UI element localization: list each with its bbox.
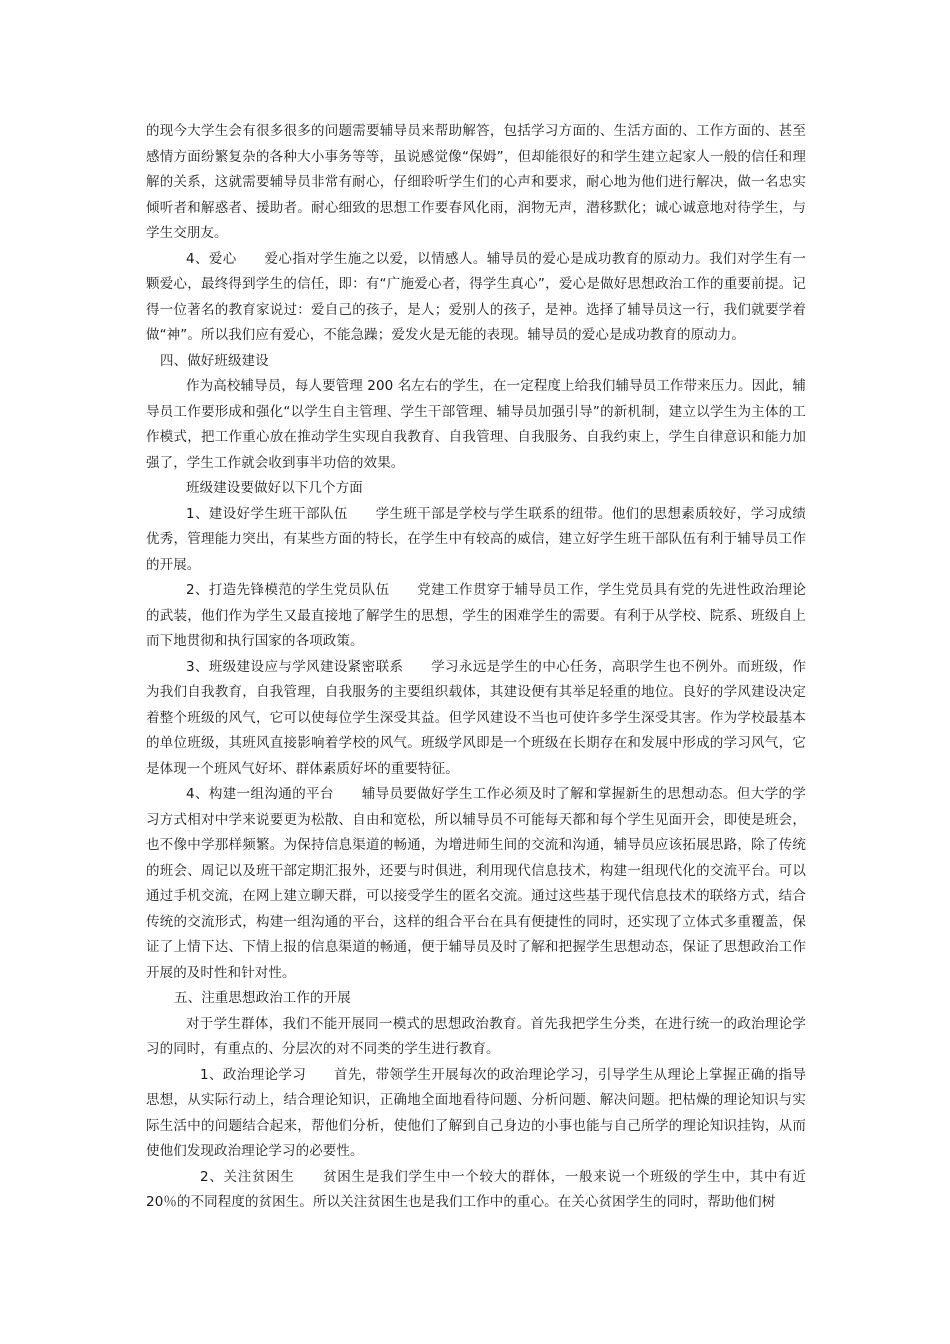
section-heading-class-building: 四、做好班级建设 (160, 352, 269, 369)
paragraph-communication-platform: 4、构建一组沟通的平台 辅导员要做好学生工作必须及时了解和掌握新生的思想动态。但大学的学习方式相对中学来说要更为松散、自由和宽松，所以辅导员不可能每天都和每个学生见面开会，即使是班会，也不像中学那样频繁。为保持信息渠道的畅通，为增进师生间的交流和沟通，辅导员应该拓展思路，除了传统的班会、周记以及班干部定期汇报外，还要与时俱进，利用现代信息技术，构建一组现代化的交流平台。可以通过手机交流，在网上建立聊天群，可以接受学生的匿名交流。通过这些基于现代信息技术的联络方式，结合传统的交流形式，构建一组沟通的平台，这样的组合平台在具有便捷性的同时，还实现了立体式多重覆盖，保证了上情下达、下情上报的信息渠道的畅通，便于辅导员及时了解和把握学生思想动态，保证了思想政治工作开展的及时性和针对性。 (146, 786, 806, 981)
document-body (146, 119, 806, 1216)
paragraph-class-building-aspects: 班级建设要做好以下几个方面 (186, 480, 363, 496)
paragraph-study-style: 3、班级建设应与学风建设紧密联系 学习永远是学生的中心任务，高职学生也不例外。而班级，作为我们自我教育，自我管理，自我服务的主要组织载体，其建设便有其举足轻重的地位。良好的学风建设决定着整个班级的风气，它可以使每位学生深受其益。但学风建设不当也可使许多学生深受其害。作为学校最基本的单位班级，其班风直接影响着学校的风气。班级学风即是一个班级在长期存在和发展中形成的学习风气，它是体现一个班风气好坏、群体素质好坏的重要特征。 (146, 658, 806, 777)
paragraph-class-cadres: 1、建设好学生班干部队伍 学生班干部是学校与学生联系的纽带。他们的思想素质较好，学习成绩优秀，管理能力突出，有某些方面的特长，在学生中有较高的威信，建立好学生班干部队伍有利于辅导员工作的开展。 (146, 505, 806, 573)
paragraph-continuation: 的现今大学生会有很多很多的问题需要辅导员来帮助解答，包括学习方面的、生活方面的、工作方面的、甚至感情方面纷繁复杂的各种大小事务等等，虽说感觉像“保姆”，但却能很好的和学生建立起家人一般的信任和理解的关系，这就需要辅导员非常有耐心，仔细聆听学生们的心声和要求，耐心地为他们进行解决，做一名忠实倾听者和解惑者、援助者。耐心细致的思想工作要春风化雨，润物无声，潜移默化；诚心诚意地对待学生，与学生交朋友。 (146, 123, 806, 241)
paragraph-class-building-intro: 作为高校辅导员，每人要管理 200 名左右的学生，在一定程度上给我们辅导员工作带来压力。因此，辅导员工作要形成和强化“以学生自主管理、学生干部管理、辅导员加强引导”的新机制，建立以学生为主体的工作模式，把工作重心放在推动学生实现自我教育、自我管理、自我服务、自我约束上，学生自律意识和能力加强了，学生工作就会收到事半功倍的效果。 (146, 378, 806, 471)
paragraph-political-theory: 1、政治理论学习 首先，带领学生开展每次的政治理论学习，引导学生从理论上掌握正确的指导思想，从实际行动上，结合理论知识，正确地全面地看待问题、分析问题、解决问题。把枯燥的理论知识与实际生活中的问题结合起来，帮他们分析，使他们了解到自己身边的小事也能与自己所学的理论知识挂钩，从而使他们发现政治理论学习的必要性。 (146, 1066, 806, 1159)
paragraph-party-members: 2、打造先锋模范的学生党员队伍 党建工作贯穿于辅导员工作，学生党员具有党的先进性政治理论的武装，他们作为学生又最直接地了解学生的思想，学生的困难学生的需要。有利于从学校、院系、班级自上而下地贯彻和执行国家的各项政策。 (146, 582, 806, 649)
paragraph-student-groups: 对于学生群体，我们不能开展同一模式的思想政治教育。首先我把学生分类，在进行统一的政治理论学习的同时，有重点的、分层次的对不同类的学生进行教育。 (146, 1015, 806, 1057)
paragraph-poor-students: 2、关注贫困生 贫困生是我们学生中一个较大的群体，一般来说一个班级的学生中，其中有近 20％的不同程度的贫困生。所以关注贫困生也是我们工作中的重心。在关心贫困学生的同时，帮助他们树 (146, 1168, 806, 1210)
paragraph-love: 4、爱心 爱心指对学生施之以爱，以情感人。辅导员的爱心是成功教育的原动力。我们对学生有一颗爱心，最终得到学生的信任，即：有“广施爱心者，得学生真心”，爱心是做好思想政治工作的重要前提。记得一位著名的教育家说过：爱自己的孩子，是人；爱别人的孩子，是神。选择了辅导员这一行，我们就要学着做“神”。所以我们应有爱心，不能急躁；爱发火是无能的表现。辅导员的爱心是成功教育的原动力。 (146, 250, 806, 343)
section-heading-political-work: 五、注重思想政治工作的开展 (174, 990, 351, 1006)
